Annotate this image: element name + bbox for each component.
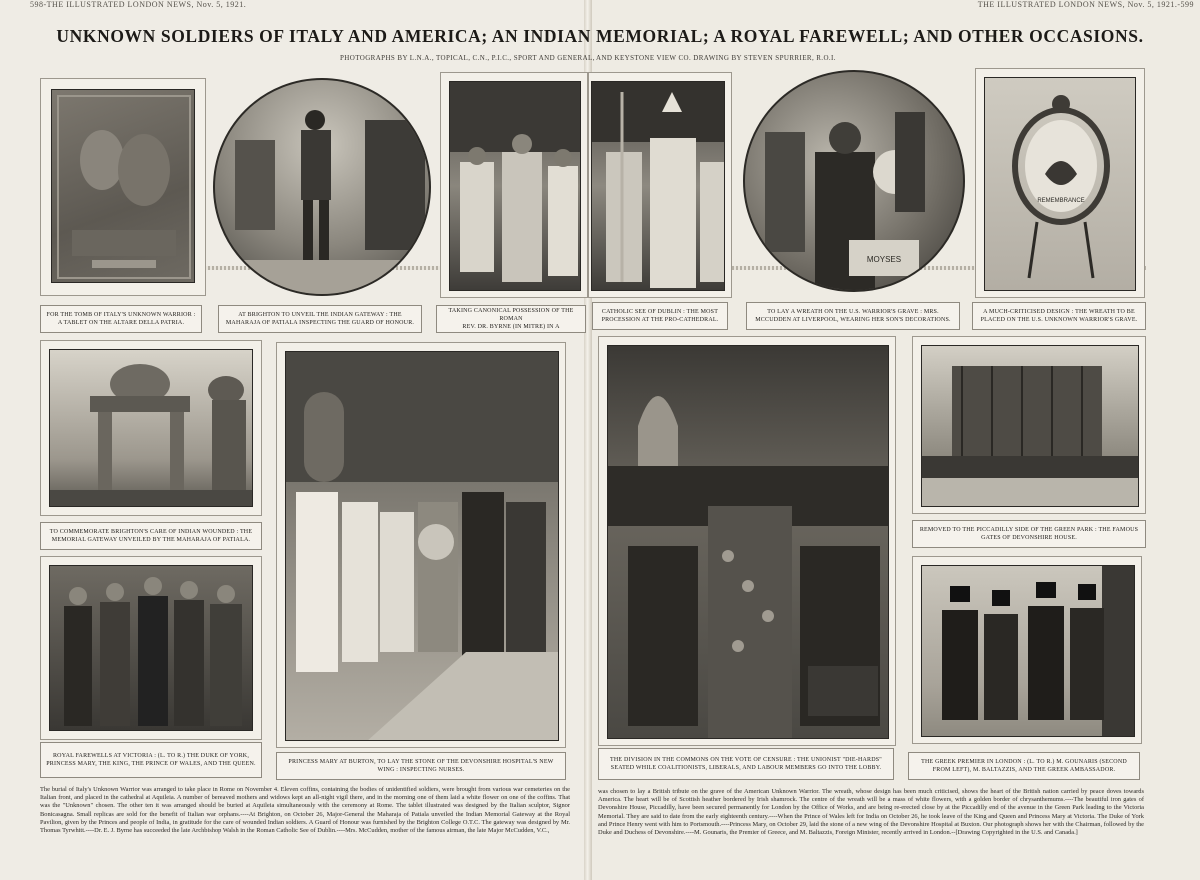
house-of-commons-icon	[608, 346, 889, 739]
credit-right: AND KEYSTONE VIEW CO. DRAWING BY STEVEN SPURRIER, R.O.I.	[596, 54, 836, 62]
princess-mary-photo	[285, 351, 559, 741]
tablet-photo	[51, 89, 195, 283]
gates-photo	[921, 345, 1139, 507]
credit-left: PHOTOGRAPHS BY L.N.A., TOPICAL, C.N., P.I.C., SPORT AND GENERAL,	[340, 54, 595, 62]
commons-drawing	[607, 345, 889, 739]
body-text-left: The burial of Italy's Unknown Warrior was arranged to take place in Rome on November 4. Eleven coffins, containing the bodies of unidentified soldiers, were brought from various war cemeteries on the Italian front, and placed in the cathedral at Aquileia. A number of bereaved mothers and widows kept an all-night vigil there, and in the morning one of them laid a white flower on one of the coffins. That was the "Unknown" chosen. The other ten it was arranged should be buried at Aquileia simultaneously with the ceremony at Rome. The tablet illustrated was designed by the Italian sculptor, Signor Bonicasagna. Small replicas are sold for the benefit of Italian war orphans.----At Brighton, on October 26, Major-General the Maharaja of Patiala unveiled the Indian Memorial Gateway at the Royal Pavilion, given by the Princes and people of India, in gratitude for the care of wounded Indian soldiers. A Guard of Honour was furnished by the Brighton College O.T.C. The gateway was designed by Mr. Thomas Tyrwhitt.----Dr. E. J. Byrne has succeeded the late Archbishop Walsh in the Roman Catholic See of Dublin.----Mrs. McCudden, mother of the famous airman, the late Major McCudden, V.C.,	[40, 786, 570, 835]
caption-canonical-cont: CATHOLIC SEE OF DUBLIN : THE MOST	[601, 309, 719, 315]
title-left: UNKNOWN SOLDIERS OF ITALY AND AMERICA; AN INDIAN	[56, 26, 592, 46]
relief-sculpture-icon	[52, 90, 195, 283]
brighton-memorial-photo	[49, 349, 253, 507]
princess-mary-frame	[276, 342, 566, 748]
wreath-photo	[984, 77, 1136, 291]
wreath-label: REMEMBRANCE	[1037, 198, 1085, 204]
memorial-gateway-icon	[50, 350, 253, 507]
caption-dr-byrne: REV. DR. BYRNE (IN MITRE) IN A	[462, 324, 560, 330]
clergy-procession-icon	[450, 82, 581, 291]
royal-farewells-frame	[40, 556, 262, 740]
royal-group-icon	[50, 566, 253, 731]
maharaja-figure-icon	[215, 80, 431, 296]
box-label: MOYSES	[866, 255, 902, 264]
caption-royal-farewells: ROYAL FAREWELLS AT VICTORIA : (L. TO R.) THE DUKE OF YORK, PRINCESS MARY, THE KING, THE PRINCE OF WALES, AND THE QUEEN.	[40, 742, 262, 778]
caption-gates-removed: REMOVED TO THE PICCADILLY SIDE OF THE GREEN PARK : THE FAMOUS GATES OF DEVONSHIRE HOUSE.	[912, 520, 1146, 548]
caption-wreath-design: A MUCH-CRITICISED DESIGN : THE WREATH TO BE PLACED ON THE U.S. UNKNOWN WARRIOR'S GRAVE.	[972, 302, 1146, 330]
greek-premier-frame	[912, 556, 1142, 744]
clergy-right-photo	[591, 81, 725, 291]
page-title	[30, 26, 1170, 47]
royal-farewells-photo	[49, 565, 253, 731]
gates-frame	[912, 336, 1146, 514]
caption-indian-gateway: AT BRIGHTON TO UNVEIL THE INDIAN GATEWAY : THE MAHARAJA OF PATIALA INSPECTING THE GUARD OF HONOUR.	[218, 305, 422, 333]
tablet-frame	[40, 78, 206, 296]
woman-with-flowers-icon	[745, 72, 965, 292]
title-right: MEMORIAL; A ROYAL FAREWELL; AND OTHER OCCASIONS.	[596, 26, 1144, 46]
iron-gates-icon	[922, 346, 1139, 507]
body-text-right: was chosen to lay a British tribute on the grave of the American Unknown Warrior. The wreath, whose design has been much criticised, shows the heart of the British nation carried by peace doves towards America. The heart will be of Scottish heather bordered by Irish shamrock. The centre of the wreath will be a mass of white flowers, with a golden border of chrysanthemums.----The beautiful iron gates of Devonshire House, Piccadilly, have been secured permanently for London by the Office of Works, and are being re-erected close by at the Piccadilly end of the avenue in the Green Park leading to the Victoria Memorial. They are said to date from the early eighteenth century.----When the Prince of Wales left for India on October 26, he took leave of the King and Queen and Princess Mary at Victoria. The Duke of York and Prince Henry went with him to Portsmouth.----Princess Mary, on October 29, laid the stone of a new wing of the Devonshire Hospital at Buxton. Our photograph shows her with the Chairman, followed by the Duke and Duchess of Devonshire.----M. Gounaris, the Premier of Greece, and M. Baltazzis, Foreign Minister, recently arrived in London.--[Drawing Copyrighted in the U.S. and Canada.]	[598, 788, 1144, 837]
brighton-memorial-frame	[40, 340, 262, 516]
wreath-icon	[985, 78, 1136, 291]
caption-procession: PROCESSION AT THE PRO-CATHEDRAL.	[601, 317, 719, 323]
indian-gateway-circle	[213, 78, 431, 296]
caption-commons-division: THE DIVISION IN THE COMMONS ON THE VOTE OF CENSURE : THE UNIONIST "DIE-HARDS" SEATED WHILE COALITIONISTS, LIBERALS, AND LABOUR MEMBERS GO INTO THE LOBBY.	[598, 748, 894, 780]
nurses-procession-icon	[286, 352, 559, 741]
canonical-left-frame	[440, 72, 588, 298]
caption-wreath-lay: TO LAY A WREATH ON THE U.S. WARRIOR'S GRAVE : MRS. MCCUDDEN AT LIVERPOOL, WEARING HER SON'S DECORATIONS.	[746, 302, 960, 330]
clergy-left-photo	[449, 81, 581, 291]
caption-tomb-tablet: FOR THE TOMB OF ITALY'S UNKNOWN WARRIOR : A TABLET ON THE ALTARE DELLA PATRIA.	[40, 305, 202, 333]
mccudden-circle	[743, 70, 965, 292]
caption-princess-mary: PRINCESS MARY AT BURTON, TO LAY THE STONE OF THE DEVONSHIRE HOSPITAL'S NEW WING : INSPECTING NURSES.	[276, 752, 566, 780]
statesmen-group-icon	[922, 566, 1135, 737]
caption-canonical-right	[592, 302, 728, 330]
caption-brighton-memorial: TO COMMEMORATE BRIGHTON'S CARE OF INDIAN WOUNDED : THE MEMORIAL GATEWAY UNVEILED BY THE MAHARAJA OF PATIALA.	[40, 522, 262, 550]
bishop-mitre-icon	[592, 82, 725, 291]
commons-frame	[598, 336, 896, 746]
greek-premier-photo	[921, 565, 1135, 737]
caption-greek-premier: THE GREEK PREMIER IN LONDON : (L. TO R.) M. GOUNARIS (SECOND FROM LEFT), M. BALTAZZIS, AND THE GREEK AMBASSADOR.	[908, 752, 1140, 780]
left-running-head: 598-THE ILLUSTRATED LONDON NEWS, Nov. 5, 1921.	[30, 0, 247, 9]
wreath-frame	[975, 68, 1145, 298]
caption-canonical-left	[436, 305, 586, 333]
right-running-head: THE ILLUSTRATED LONDON NEWS, Nov. 5, 1921.-599	[977, 0, 1194, 9]
canonical-right-frame	[588, 72, 732, 298]
caption-canonical: TAKING CANONICAL POSSESSION OF THE ROMAN	[448, 308, 574, 322]
